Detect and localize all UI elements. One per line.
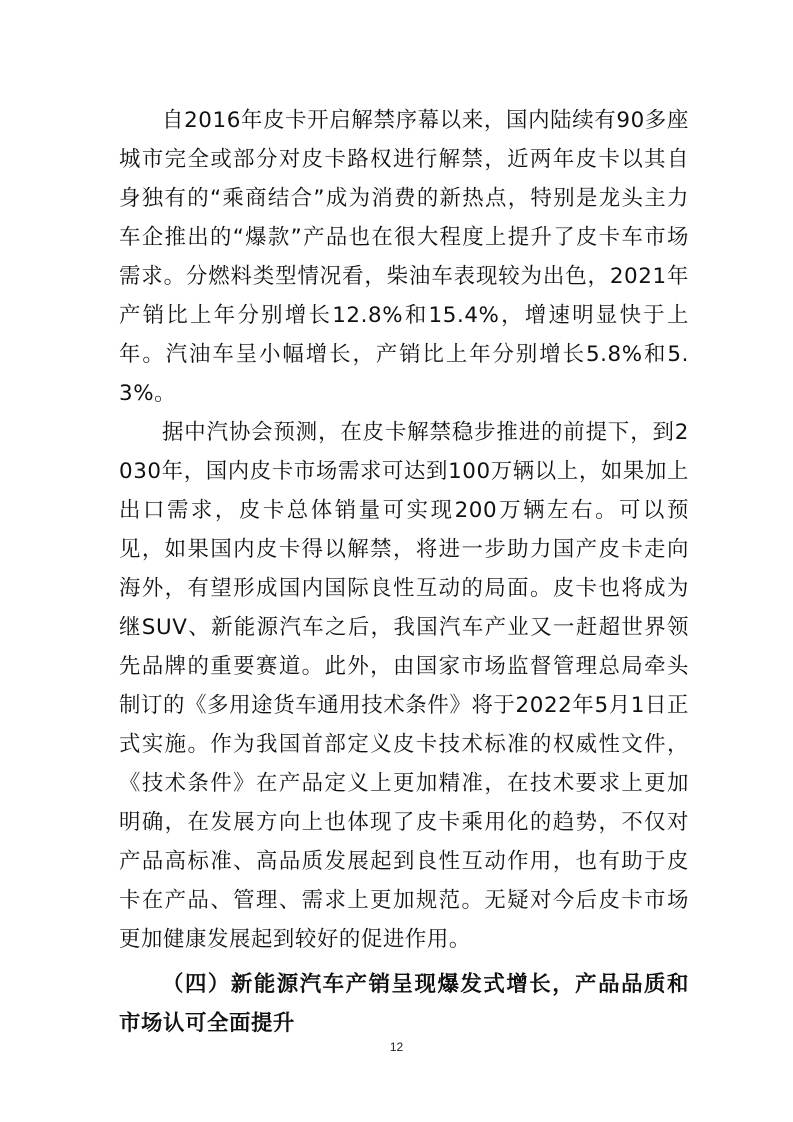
page-number: 12 [389,1040,404,1054]
document-body [119,101,689,1043]
section-heading: （四）新能源汽车产销呈现爆发式增长，产品品质和市场认可全面提升 [119,972,689,1036]
paragraph-pickup-deregulation: 自2016年皮卡开启解禁序幕以来，国内陆续有90多座城市完全或部分对皮卡路权进行解禁，近两年皮卡以其自身独有的“乘商结合”成为消费的新热点，特别是龙头主力车企推出的“爆款”产品也在很大程度上提升了皮卡车市场需求。分燃料类型情况看，柴油车表现较为出色，2021年产销比上年分别增长12.8%和15.4%，增速明显快于上年。汽油车呈小幅增长，产销比上年分别增长5.8%和5.3%。 [119,108,689,406]
paragraph-pickup-forecast: 据中汽协会预测，在皮卡解禁稳步推进的前提下，到2030年，国内皮卡市场需求可达到100万辆以上，如果加上出口需求，皮卡总体销量可实现200万辆左右。可以预见，如果国内皮卡得以解禁，将进一步助力国产皮卡走向海外，有望形成国内国际良性互动的局面。皮卡也将成为继SUV、新能源汽车之后，我国汽车产业又一赶超世界领先品牌的重要赛道。此外，由国家市场监督管理总局牵头制订的《多用途货车通用技术条件》将于2022年5月1日正式实施。作为我国首部定义皮卡技术标准的权威性文件，《技术条件》在产品定义上更加精准，在技术要求上更加明确，在发展方向上也体现了皮卡乘用化的趋势，不仅对产品高标准、高品质发展起到良性互动作用，也有助于皮卡在产品、管理、需求上更加规范。无疑对今后皮卡市场更加健康发展起到较好的促进作用。 [119,420,689,952]
